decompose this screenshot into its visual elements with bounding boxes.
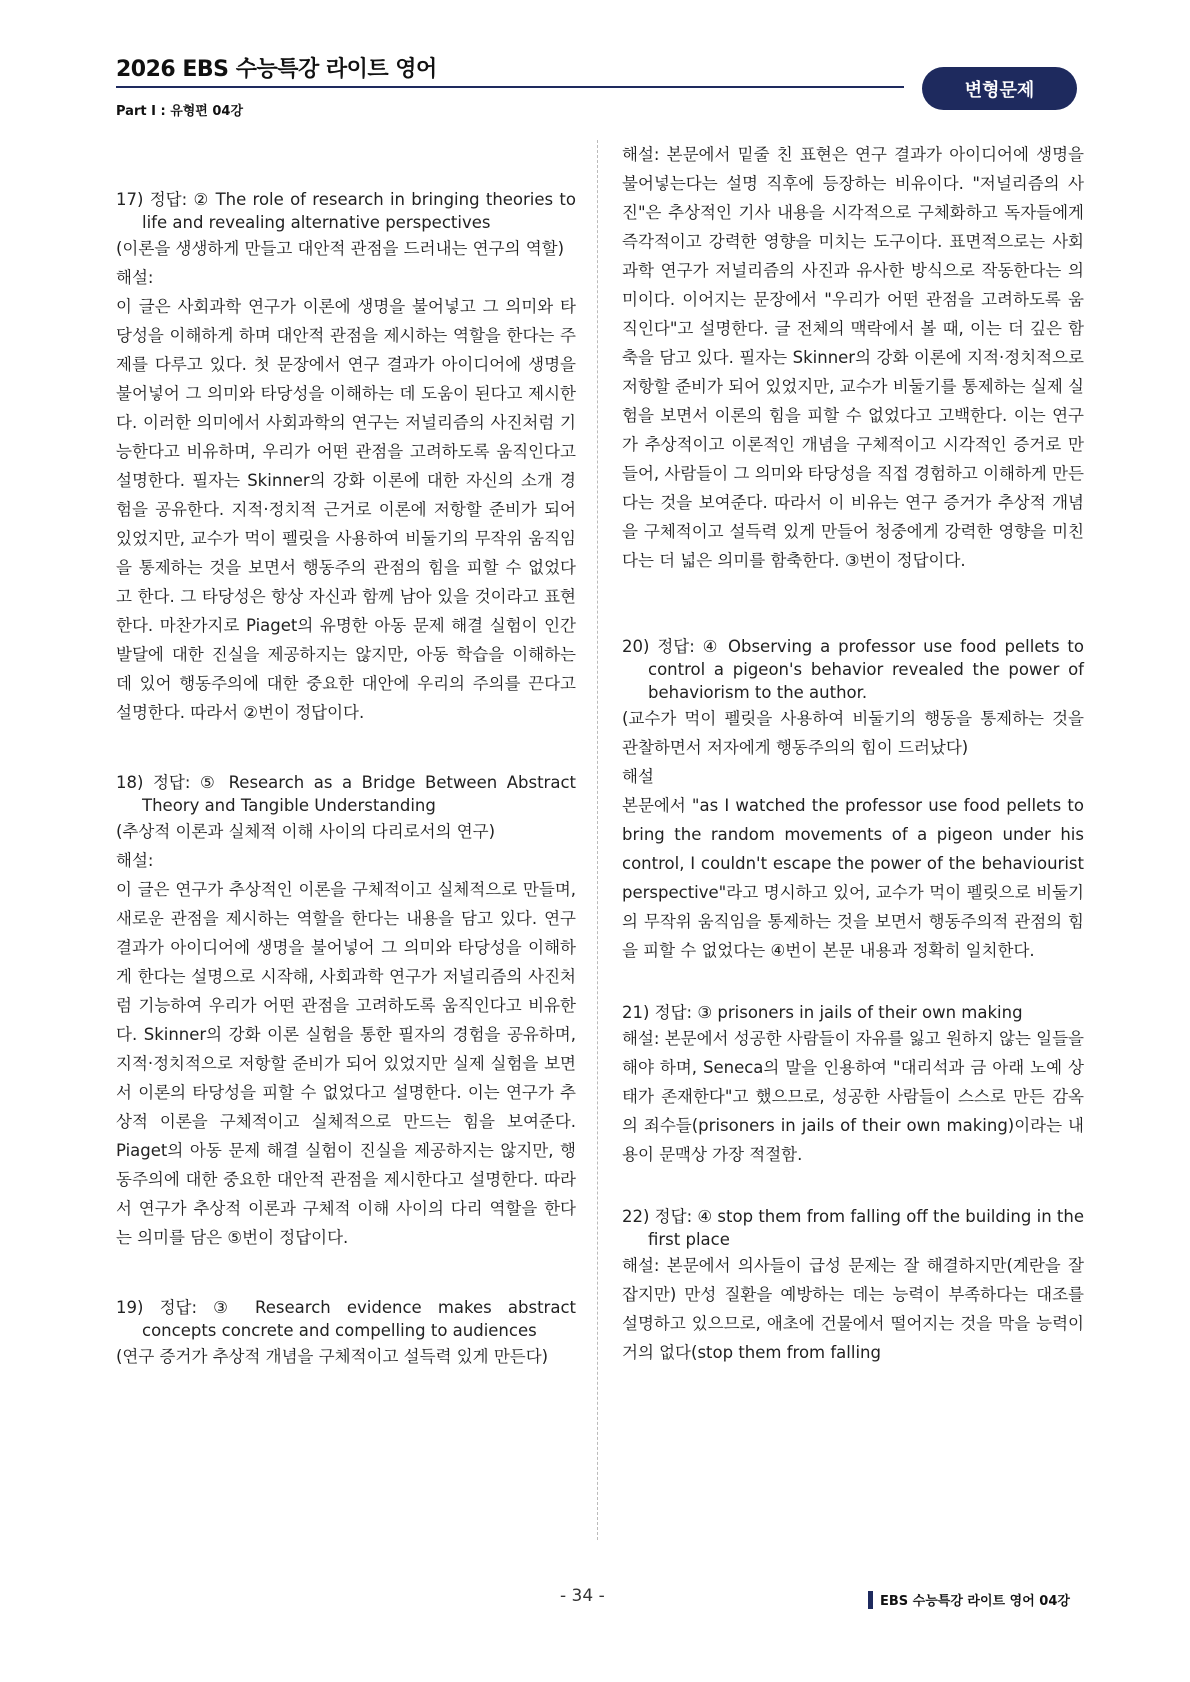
answer-21-explanation: 해설: 본문에서 성공한 사람들이 자유를 잃고 원하지 않는 일들을 해야 하며, Seneca의 말을 인용하여 "대리석과 금 아래 노예 상태가 존재한다"고 했으므로, 성공한 사람들이 스스로 만든 감옥의 죄수들(prisoners in jails of their own making)이라는 내용이 문맥상 가장 적절함.: [622, 1029, 1084, 1164]
answer-18-explanation-label: 해설:: [116, 851, 154, 870]
answer-18-translation: (추상적 이론과 실체적 이해 사이의 다리로서의 연구): [116, 822, 496, 841]
answer-20-explanation-label: 해설: [622, 767, 654, 786]
answer-17-translation: (이론을 생생하게 만들고 대안적 관점을 드러내는 연구의 역할): [116, 239, 565, 258]
answer-18: [116, 771, 576, 1252]
left-column: [116, 130, 576, 1371]
footer-series-label: EBS 수능특강 라이트 영어 04강: [880, 1594, 1070, 1609]
answer-20-translation: (교수가 먹이 펠릿을 사용하여 비둘기의 행동을 통제하는 것을 관찰하면서 저자에게 행동주의의 힘이 드러났다): [622, 709, 1084, 757]
column-divider: [597, 140, 598, 1540]
answer-19: [116, 1296, 576, 1371]
header-rule: [116, 86, 904, 88]
answer-22-line: 22) 정답: ④ stop them from falling off the building in the first place: [622, 1207, 1084, 1249]
answer-20-line: 20) 정답: ④ Observing a professor use food pellets to control a pigeon's behavior revealed the power of behaviorism to the author.: [622, 637, 1084, 702]
answer-21: [622, 1001, 1084, 1169]
answer-17-line: 17) 정답: ② The role of research in bringing theories to life and revealing alternative perspectives: [116, 190, 576, 232]
footer-series: [868, 1590, 1070, 1609]
answer-20-explanation: 본문에서 "as I watched the professor use food pellets to bring the random movements of a pigeon under his control, I couldn't escape the power of the behaviourist perspective"라고 명시하고 있어, 교수가 먹이 펠릿으로 비둘기의 무작위 움직임을 통제하는 것을 보면서 행동주의적 관점의 힘을 피할 수 없었다는 ④번이 본문 내용과 정확히 일치한다.: [622, 796, 1084, 960]
answer-22-explanation: 해설: 본문에서 의사들이 급성 문제는 잘 해결하지만(계란을 잘 잡지만) 만성 질환을 예방하는 데는 능력이 부족하다는 대조를 설명하고 있으므로, 애초에 건물에서 떨어지는 것을 막을 능력이 거의 없다(stop them from falling: [622, 1256, 1084, 1362]
answer-17: [116, 188, 576, 727]
right-column: [622, 140, 1084, 1367]
document-title: 2026 EBS 수능특강 라이트 영어: [116, 57, 437, 82]
answer-21-line: 21) 정답: ③ prisoners in jails of their own making: [622, 1003, 1023, 1022]
answer-22: [622, 1205, 1084, 1367]
section-subtitle: Part Ⅰ : 유형편 04강: [116, 104, 244, 119]
variant-problem-badge: 변형문제: [922, 67, 1077, 110]
answer-17-explanation: 이 글은 사회과학 연구가 이론에 생명을 불어넣고 그 의미와 타당성을 이해하게 하며 대안적 관점을 제시하는 역할을 한다는 주제를 다루고 있다. 첫 문장에서 연구 결과가 아이디어에 생명을 불어넣어 그 의미와 타당성을 이해하는 데 도움이 된다고 제시한다. 이러한 의미에서 사회과학의 연구는 저널리즘의 사진처럼 기능한다고 비유하며, 우리가 어떤 관점을 고려하도록 움직인다고 설명한다. 필자는 Skinner의 강화 이론에 대한 자신의 소개 경험을 공유한다. 지적·정치적 근거로 이론에 저항할 준비가 되어 있었지만, 교수가 먹이 펠릿을 사용하여 비둘기의 무작위 움직임을 통제하는 것을 보면서 행동주의 관점의 힘을 피할 수 없었다고 한다. 그 타당성은 항상 자신과 함께 남아 있을 것이라고 표현한다. 마찬가지로 Piaget의 유명한 아동 문제 해결 실험이 인간 발달에 대한 진실을 제공하지는 않지만, 아동 학습을 이해하는 데 있어 행동주의에 대한 중요한 대안에 우리의 주의를 끈다고 설명한다. 따라서 ②번이 정답이다.: [116, 297, 576, 722]
footer-accent-bar: [868, 1591, 873, 1609]
answer-19-explanation: 해설: 본문에서 밑줄 친 표현은 연구 결과가 아이디어에 생명을 불어넣는다는 설명 직후에 등장하는 비유이다. "저널리즘의 사진"은 추상적인 기사 내용을 시각적으로 구체화하고 독자들에게 즉각적이고 강력한 영향을 미치는 도구이다. 표면적으로는 사회과학 연구가 저널리즘의 사진과 유사한 방식으로 작동한다는 의미이다. 이어지는 문장에서 "우리가 어떤 관점을 고려하도록 움직인다"고 설명한다. 글 전체의 맥락에서 볼 때, 이는 더 깊은 함축을 담고 있다. 필자는 Skinner의 강화 이론에 지적·정치적으로 저항할 준비가 되어 있었지만, 교수가 비둘기를 통제하는 실제 실험을 보면서 이론의 힘을 피할 수 없었다고 고백한다. 이는 연구가 추상적이고 이론적인 개념을 구체적이고 시각적인 증거로 만들어, 사람들이 그 의미와 타당성을 직접 경험하고 이해하게 만든다는 것을 보여준다. 따라서 이 비유는 연구 증거가 추상적 개념을 구체적이고 설득력 있게 만들어 청중에게 강력한 영향을 미친다는 더 넓은 의미를 함축한다. ③번이 정답이다.: [622, 145, 1084, 570]
page-number: - 34 -: [560, 1586, 605, 1606]
answer-19-translation: (연구 증거가 추상적 개념을 구체적이고 설득력 있게 만든다): [116, 1347, 549, 1366]
answer-17-explanation-label: 해설:: [116, 268, 154, 287]
answer-19-line: 19) 정답: ③ Research evidence makes abstract concepts concrete and compelling to audiences: [116, 1298, 576, 1340]
answer-18-explanation: 이 글은 연구가 추상적인 이론을 구체적이고 실체적으로 만들며, 새로운 관점을 제시하는 역할을 한다는 내용을 담고 있다. 연구 결과가 아이디어에 생명을 불어넣어 그 의미와 타당성을 이해하게 한다는 설명으로 시작해, 사회과학 연구가 저널리즘의 사진처럼 기능하여 우리가 어떤 관점을 고려하도록 움직인다고 비유한다. Skinner의 강화 이론 실험을 통한 필자의 경험을 공유하며, 지적·정치적으로 저항할 준비가 되어 있었지만 실제 실험을 보면서 이론의 타당성을 피할 수 없었다고 설명한다. 이는 연구가 추상적 이론을 구체적이고 실체적으로 만드는 힘을 보여준다. Piaget의 아동 문제 해결 실험이 진실을 제공하지는 않지만, 행동주의에 대한 중요한 대안적 관점을 제시한다고 설명한다. 따라서 연구가 추상적 이론과 구체적 이해 사이의 다리 역할을 한다는 의미를 담은 ⑤번이 정답이다.: [116, 880, 576, 1247]
answer-18-line: 18) 정답: ⑤ Research as a Bridge Between Abstract Theory and Tangible Understanding: [116, 773, 576, 815]
answer-19-continued: [622, 140, 1084, 575]
answer-20: [622, 635, 1084, 965]
